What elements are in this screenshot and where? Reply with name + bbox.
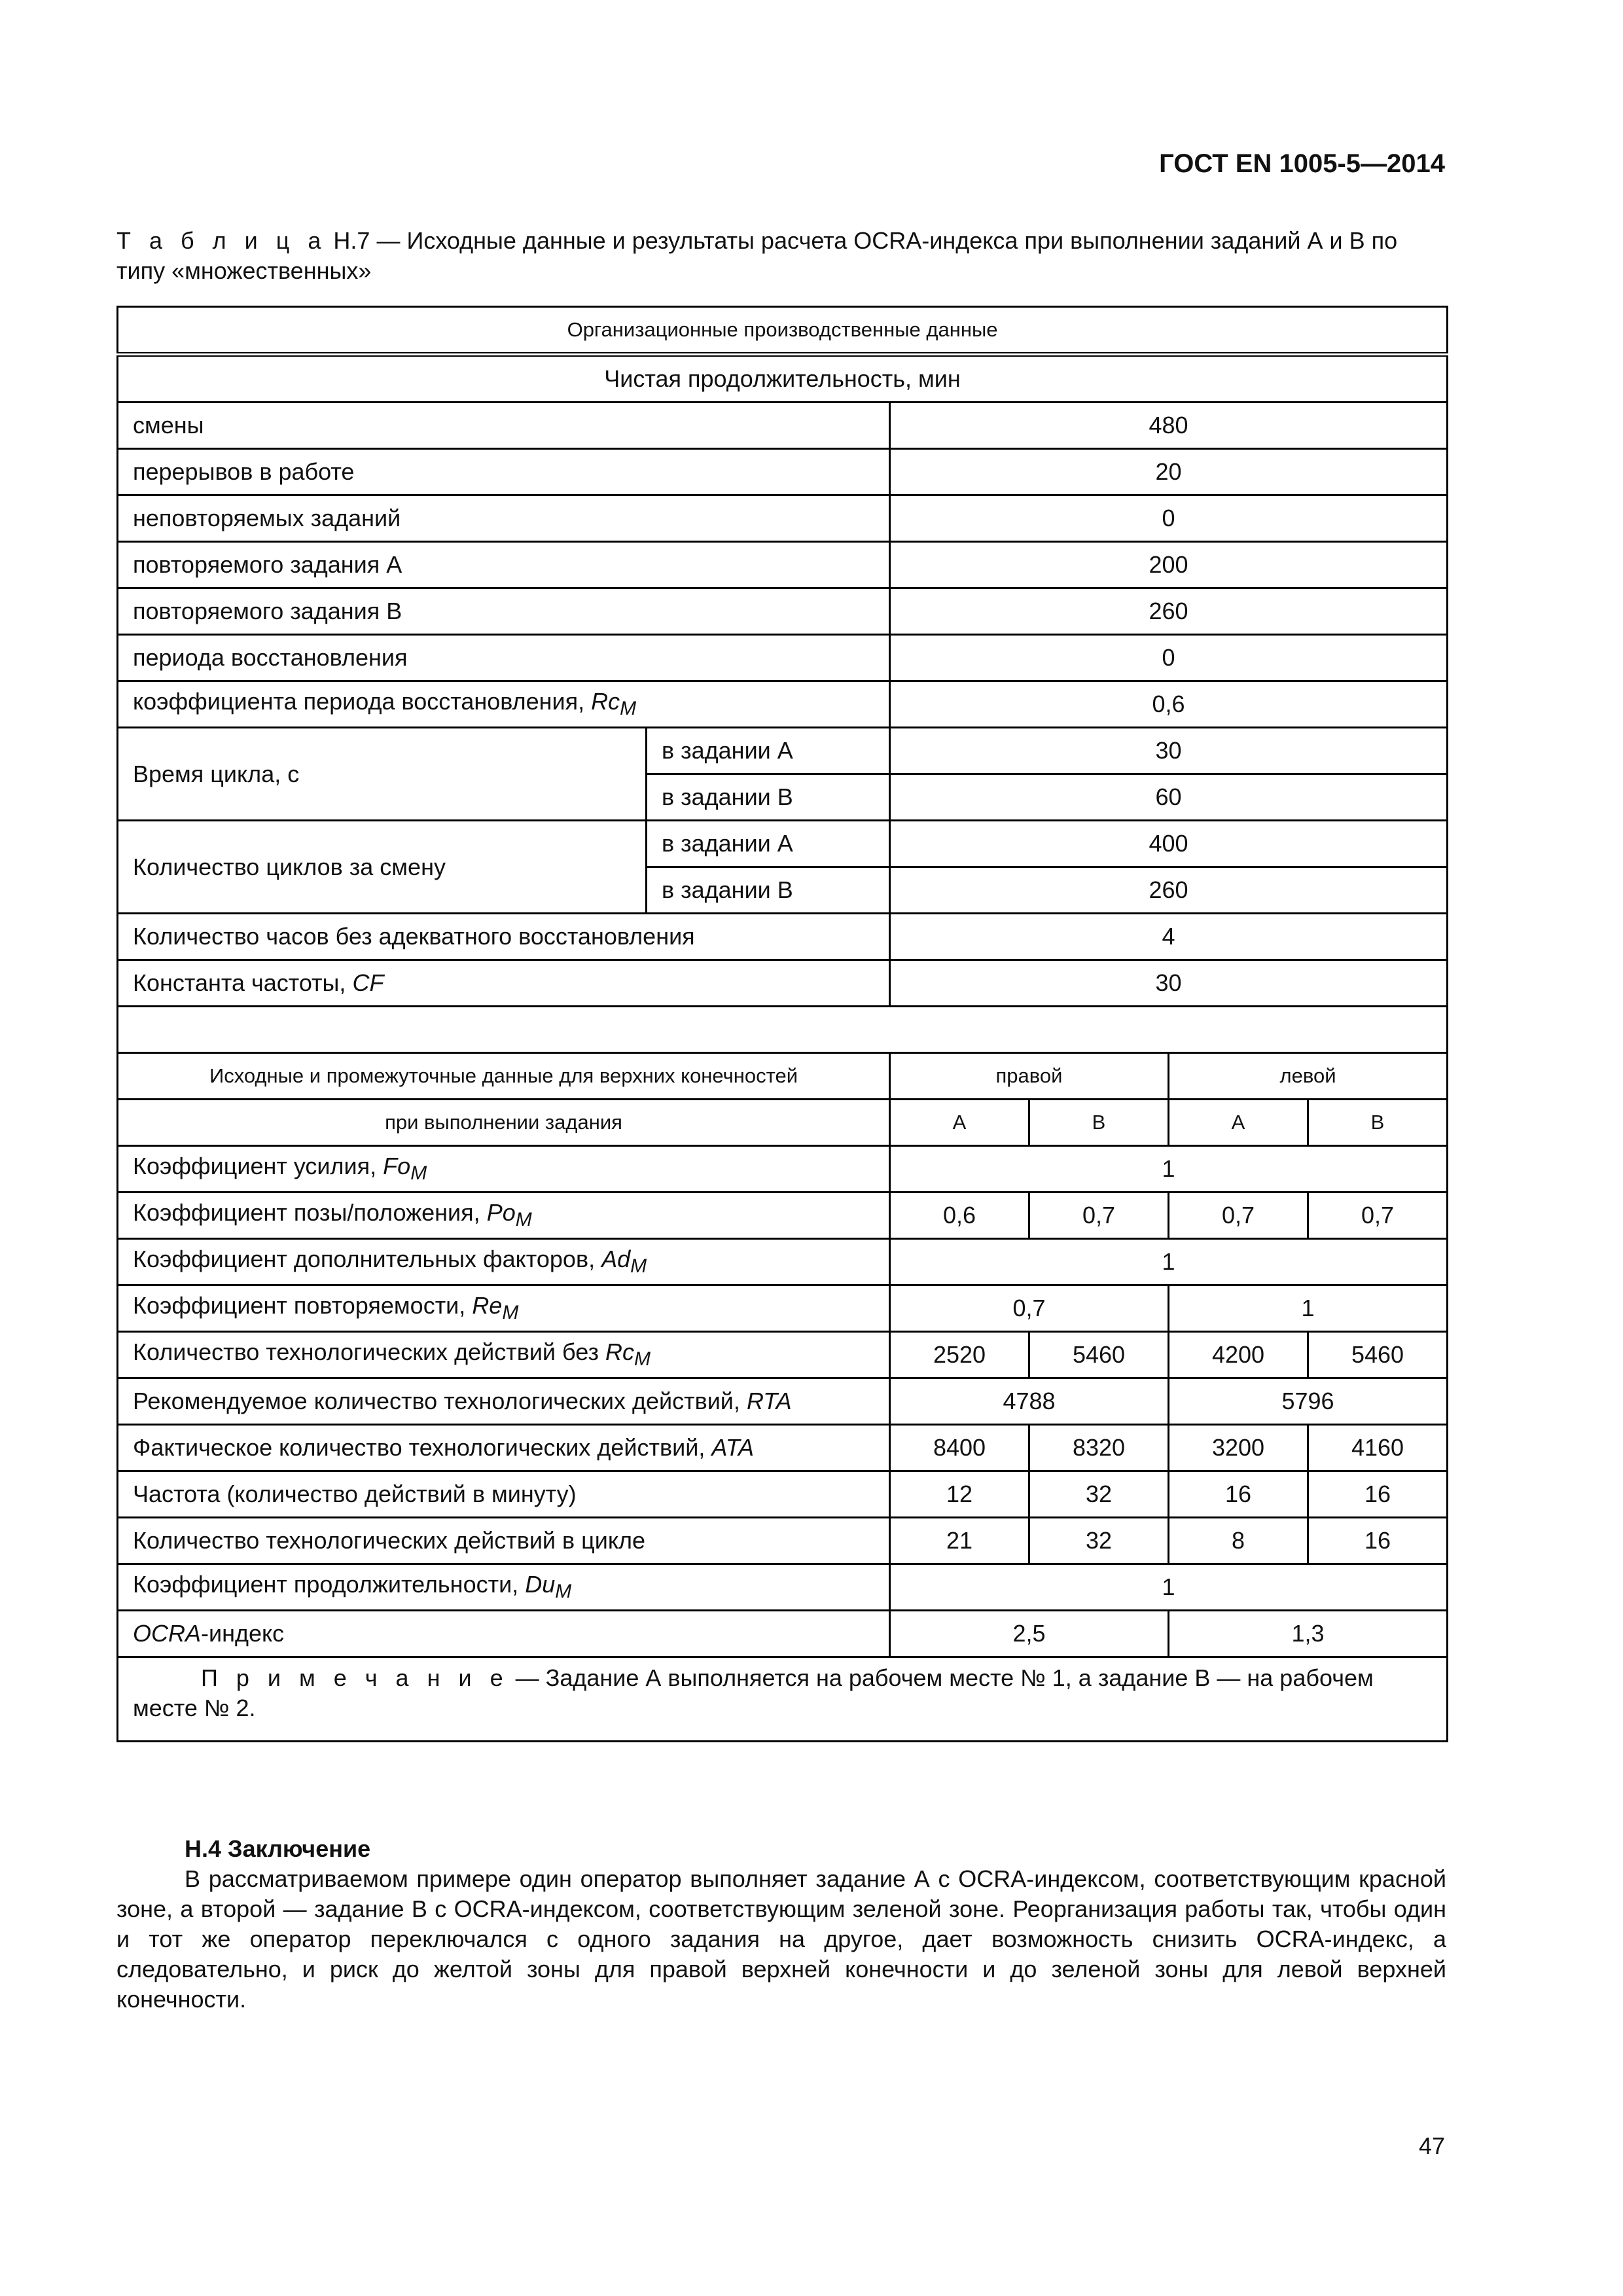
cell-value-left: 1,3	[1169, 1611, 1448, 1657]
cell-value: 16	[1308, 1518, 1448, 1564]
cell-value-right: 0,7	[890, 1285, 1169, 1332]
cell-value: 0,7	[1169, 1193, 1308, 1239]
cell-value: 8320	[1029, 1425, 1169, 1471]
actions-subscript: M	[634, 1348, 651, 1371]
task-label: в задании В	[647, 867, 890, 914]
conclusion-section	[116, 1834, 1446, 2015]
row-value: 260	[890, 867, 1448, 914]
task-label: в задании В	[647, 774, 890, 821]
row-label	[118, 1193, 890, 1239]
row-label	[118, 1146, 890, 1193]
re-subscript: M	[502, 1302, 519, 1324]
fo-subscript: M	[410, 1162, 427, 1185]
cf-symbol: CF	[352, 969, 384, 996]
ocra-symbol: OCRA	[133, 1620, 202, 1647]
note-label: П р и м е ч а н и е	[201, 1664, 509, 1691]
du-label: Коэффициент продолжительности,	[133, 1571, 519, 1598]
table-row	[118, 1518, 1448, 1564]
row-label	[118, 1239, 890, 1285]
po-symbol: Po	[486, 1199, 516, 1227]
ocra-label: -индекс	[201, 1620, 285, 1647]
ata-label: Фактическое количество технологических действий,	[133, 1434, 705, 1461]
row-label	[118, 1332, 890, 1378]
task-label: в задании А	[647, 821, 890, 867]
document-code: ГОСТ EN 1005-5—2014	[1159, 149, 1445, 178]
row-value: 1	[890, 1564, 1448, 1611]
row-value: 0,6	[890, 681, 1448, 728]
cell-value: 0,7	[1029, 1193, 1169, 1239]
re-label: Коэффициент повторяемости,	[133, 1292, 466, 1319]
rta-symbol: RTA	[746, 1388, 792, 1414]
fo-label: Коэффициент усилия,	[133, 1153, 377, 1180]
po-subscript: M	[515, 1209, 532, 1231]
cell-value: 4160	[1308, 1425, 1448, 1471]
cell-value: 4200	[1169, 1332, 1308, 1378]
cell-value: 21	[890, 1518, 1029, 1564]
cell-value: 3200	[1169, 1425, 1308, 1471]
row-value: 30	[890, 728, 1448, 774]
actions-symbol: Rc	[605, 1338, 634, 1366]
cf-label: Константа частоты,	[133, 969, 346, 996]
row-value: 0	[890, 495, 1448, 542]
org-header: Организационные производственные данные	[118, 307, 1448, 355]
row-value: 1	[890, 1239, 1448, 1285]
left-limb-header: левой	[1169, 1053, 1448, 1100]
limbs-header: Исходные и промежуточные данные для верхних конечностей	[118, 1053, 890, 1100]
row-label	[118, 681, 890, 728]
cell-value: 16	[1308, 1471, 1448, 1518]
cell-value: 0,6	[890, 1193, 1029, 1239]
table-row	[118, 449, 1448, 495]
table-row	[118, 914, 1448, 960]
blank-row	[118, 1007, 1448, 1053]
row-label: неповторяемых заданий	[118, 495, 890, 542]
table-row	[118, 1564, 1448, 1611]
cell-value: 32	[1029, 1518, 1169, 1564]
cell-value-left: 5796	[1169, 1378, 1448, 1425]
row-value: 200	[890, 542, 1448, 588]
du-symbol: Du	[525, 1571, 556, 1598]
row-label: Частота (количество действий в минуту)	[118, 1471, 890, 1518]
ata-symbol: ATA	[711, 1434, 755, 1461]
task-header: при выполнении задания	[118, 1100, 890, 1146]
cell-value-right: 4788	[890, 1378, 1169, 1425]
col-header-a-left: А	[1169, 1100, 1308, 1146]
row-label: повторяемого задания В	[118, 588, 890, 635]
row-value: 400	[890, 821, 1448, 867]
du-subscript: M	[555, 1581, 572, 1603]
table-row	[118, 1471, 1448, 1518]
row-label	[118, 1611, 890, 1657]
table-row	[118, 635, 1448, 681]
row-value: 20	[890, 449, 1448, 495]
table-row	[118, 1285, 1448, 1332]
row-label	[118, 1378, 890, 1425]
cycles-label: Количество циклов за смену	[118, 821, 647, 914]
row-value: 30	[890, 960, 1448, 1007]
col-header-a-right: А	[890, 1100, 1029, 1146]
cell-value: 0,7	[1308, 1193, 1448, 1239]
cell-value: 12	[890, 1471, 1029, 1518]
caption-label: Т а б л и ц а	[116, 227, 327, 254]
table-row	[118, 1146, 1448, 1193]
caption-text: Н.7 — Исходные данные и результаты расчета OCRA-индекса при выполнении заданий А и В по типу «множественных»	[116, 227, 1398, 284]
row-label: Количество часов без адекватного восстановления	[118, 914, 890, 960]
row-label	[118, 1285, 890, 1332]
row-value: 260	[890, 588, 1448, 635]
row-value: 4	[890, 914, 1448, 960]
table-note	[118, 1657, 1448, 1742]
row-label: смены	[118, 403, 890, 449]
cell-value: 32	[1029, 1471, 1169, 1518]
cell-value: 8400	[890, 1425, 1029, 1471]
table-row	[118, 1611, 1448, 1657]
table-row	[118, 1332, 1448, 1378]
table-row	[118, 821, 1448, 867]
table-row	[118, 960, 1448, 1007]
ad-subscript: M	[630, 1255, 647, 1278]
cell-value: 16	[1169, 1471, 1308, 1518]
table-row	[118, 588, 1448, 635]
note-text: — Задание А выполняется на рабочем месте № 1, а задание В — на рабочем месте № 2.	[133, 1664, 1374, 1721]
ad-symbol: Ad	[601, 1246, 631, 1273]
table-row	[118, 728, 1448, 774]
re-symbol: Re	[472, 1292, 503, 1319]
cell-value: 2520	[890, 1332, 1029, 1378]
cell-value-left: 1	[1169, 1285, 1448, 1332]
page-number: 47	[1418, 2132, 1445, 2159]
cell-value: 5460	[1308, 1332, 1448, 1378]
right-limb-header: правой	[890, 1053, 1169, 1100]
row-value: 1	[890, 1146, 1448, 1193]
po-label: Коэффициент позы/положения,	[133, 1199, 480, 1227]
rc-symbol: Rc	[591, 688, 620, 715]
table-row	[118, 1378, 1448, 1425]
fo-symbol: Fo	[383, 1153, 411, 1180]
col-header-b-right: В	[1029, 1100, 1169, 1146]
ocra-table	[116, 306, 1448, 1742]
cycle-time-label: Время цикла, с	[118, 728, 647, 821]
table-row	[118, 1193, 1448, 1239]
cell-value: 5460	[1029, 1332, 1169, 1378]
row-value: 60	[890, 774, 1448, 821]
section-paragraph: В рассматриваемом примере один оператор выполняет задание А с OCRA-индексом, соответствующим красной зоне, а второй — задание В с OCRA-индексом, соответствующим зеленой зоне. Реорганизация работы так, чтобы один и тот же оператор переключался с одного задания на другое, дает возможность снизить OCRA-индекс, а следовательно, и риск до желтой зоны для правой верхней конечности и до зеленой зоны для левой верхней конечности.	[116, 1865, 1446, 2013]
col-header-b-left: В	[1308, 1100, 1448, 1146]
duration-header: Чистая продолжительность, мин	[118, 355, 1448, 403]
rc-label: коэффициента периода восстановления,	[133, 688, 585, 715]
table-row	[118, 1239, 1448, 1285]
row-label	[118, 960, 890, 1007]
table-row	[118, 495, 1448, 542]
cell-value-right: 2,5	[890, 1611, 1169, 1657]
table-row	[118, 1425, 1448, 1471]
row-label: повторяемого задания А	[118, 542, 890, 588]
actions-label: Количество технологических действий без	[133, 1338, 599, 1366]
row-label: Количество технологических действий в цикле	[118, 1518, 890, 1564]
task-label: в задании А	[647, 728, 890, 774]
section-heading: Н.4 Заключение	[185, 1835, 371, 1862]
table-row	[118, 681, 1448, 728]
row-label: периода восстановления	[118, 635, 890, 681]
rta-label: Рекомендуемое количество технологических действий,	[133, 1388, 740, 1414]
row-label: перерывов в работе	[118, 449, 890, 495]
row-label	[118, 1425, 890, 1471]
row-value: 480	[890, 403, 1448, 449]
row-label	[118, 1564, 890, 1611]
table-row	[118, 403, 1448, 449]
rc-subscript: M	[620, 698, 637, 720]
table-row	[118, 542, 1448, 588]
ad-label: Коэффициент дополнительных факторов,	[133, 1246, 596, 1273]
row-value: 0	[890, 635, 1448, 681]
table-caption	[116, 226, 1445, 286]
cell-value: 8	[1169, 1518, 1308, 1564]
